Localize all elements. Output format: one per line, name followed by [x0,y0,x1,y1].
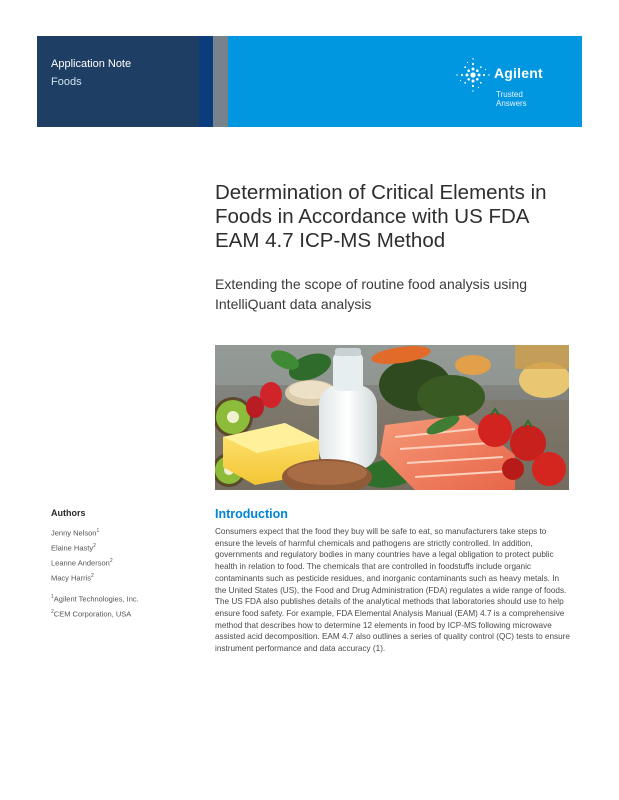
author-name: Jenny Nelson$^1$ [51,528,100,538]
affiliations [51,591,201,621]
header-stripe-blue [199,36,213,127]
author-name: Leanne Anderson$^2$ [51,558,113,568]
author-name: Macy Harris$^2$ [51,573,94,583]
authors-heading: Authors [51,508,86,518]
authors-section [51,508,201,621]
brand-name: Agilent [494,65,543,81]
affiliation: $^2$CEM Corporation, USA [51,609,132,619]
agilent-logo [454,56,554,106]
header-navy-panel [37,36,199,127]
header-banner [37,36,582,127]
agilent-spark-icon [454,56,492,94]
author-name: Elaine Hasty$^2$ [51,543,96,553]
header-blue-panel [228,36,582,127]
document-title: Determination of Critical Elements in Foods in Accordance with US FDA EAM 4.7 ICP-MS Method [215,181,547,252]
food-photo [215,345,569,490]
introduction-body: Consumers expect that the food they buy will be safe to eat, so manufacturers take steps to ensure the levels of harmful chemicals and pathogens are strictly controlled. In addition, governments and regulatory bodies in many countries have a legal obligation to protect public health in relation to food. The chemicals that are controlled in foodstuffs include organic contaminants such as pesticide residues, and inorganic contaminants such as heavy metals. In the United States (US), the Food and Drug Administration (FDA) regulates a wide range of foods. The US FDA also publishes details of the analytical methods that laboratories should use to help ensure food safety. For example, FDA Elemental Analysis Manual (EAM) 4.7 is a comprehensive method that describes how to determine 12 elements in food by ICP-MS following microwave assisted acid decomposition. EAM 4.7 also outlines a series of quality control (QC) tests to ensure instrument performance and data accuracy (1). [215,527,570,654]
brand-tagline: Trusted Answers [496,90,527,108]
document-type: Application Note [51,58,132,70]
introduction-heading: Introduction [215,507,288,521]
document-category: Foods [51,76,82,88]
document-subtitle: Extending the scope of routine food analysis using IntelliQuant data analysis [215,276,528,312]
header-stripe-gray [213,36,228,127]
affiliation: $^1$Agilent Technologies, Inc. [51,594,139,604]
